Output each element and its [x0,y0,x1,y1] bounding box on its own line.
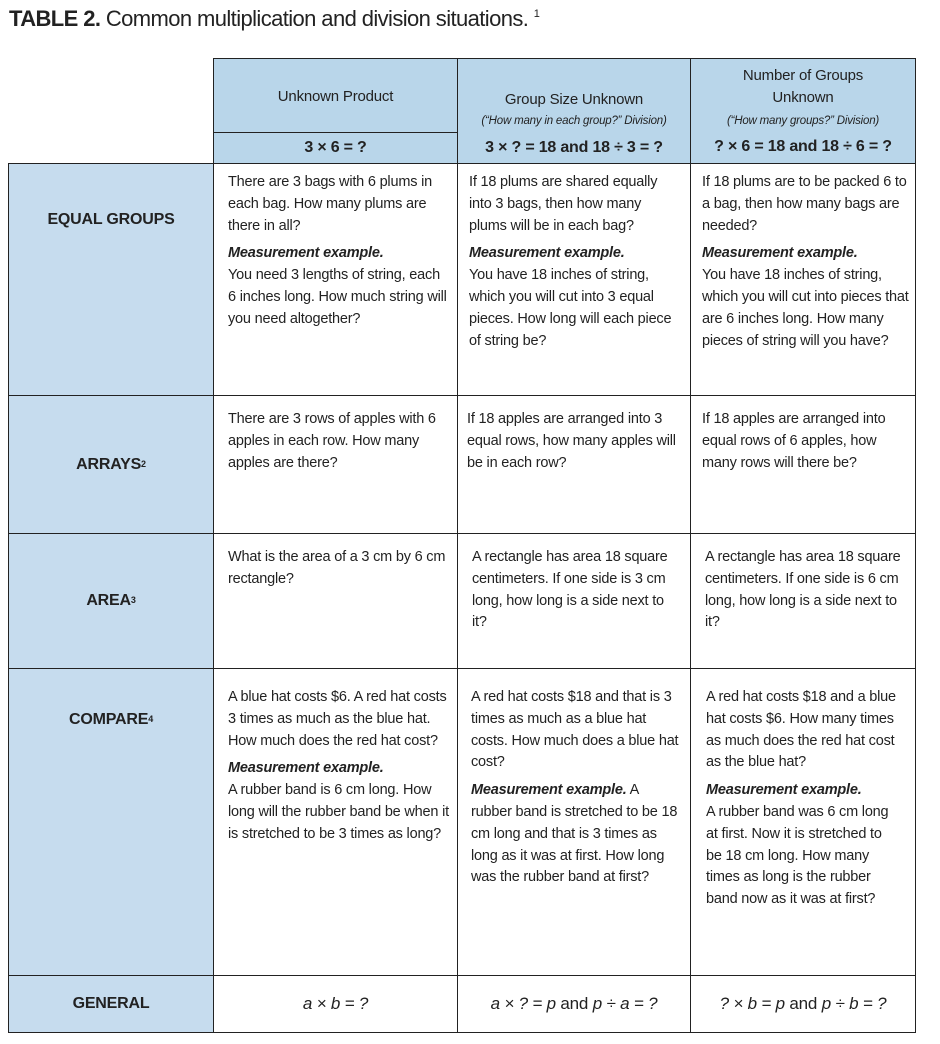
label-text: COMPARE [68,711,149,728]
label-text: GENERAL [72,995,150,1013]
header-title: Number of Groups Unknown [742,67,864,106]
cell-compare-product [213,668,458,976]
header-unknown-product [213,58,458,133]
equation-text: 3 × 6 = ? [304,139,367,156]
measurement-label: Measurement example. [706,782,862,799]
cell-text: A rubber band is 6 cm long. How long will the rubber band be when it is stretched to be 3 times as long? [228,782,449,842]
equation-text: 3 × ? = 18 and 18 ÷ 3 = ? [485,138,663,156]
measurement-label: Measurement example. [471,782,627,799]
cell-text: You have 18 inches of string, which you will cut into 3 equal pieces. How long will each piece of string be? [469,267,672,349]
cell-area-product [213,533,458,669]
cell-text: A rubber band was 6 cm long at first. Now it is stretched to be 18 cm long. How many times as long is the rubber band now as it was at first? [706,803,889,908]
formula-and: and [560,994,589,1014]
measurement-label: Measurement example. [469,245,625,262]
cell-general-product [213,975,458,1033]
cell-text: What is the area of a 3 cm by 6 cm rectangle? [228,549,446,587]
cell-text: If 18 plums are to be packed 6 to a bag, then how many bags are needed? [702,174,907,234]
cell-area-number-groups [690,533,916,669]
header-equation [213,132,458,164]
cell-compare-number-groups [690,668,916,976]
table-title [9,6,539,32]
footnote-mark: 3 [130,595,136,606]
row-label-area [8,533,214,669]
cell-equal-groups-product [213,163,458,396]
cell-text: There are 3 bags with 6 plums in each bag. How many plums are there in all? [228,174,432,234]
header-title: Unknown Product [277,88,394,105]
title-label: TABLE 2. [9,6,101,31]
cell-compare-group-size [457,668,691,976]
formula: ? × b = p [719,994,785,1014]
equation-text: ? × 6 = 18 and 18 ÷ 6 = ? [714,138,892,156]
footnote-mark: 4 [148,714,153,724]
label-text: AREA [86,592,131,610]
cell-text: A rectangle has area 18 square centimeters. If one side is 6 cm long, how long is a side next to it? [705,549,901,631]
label-text: ARRAYS [76,455,142,473]
measurement-label: Measurement example. [702,245,858,262]
cell-arrays-number-groups [690,395,916,534]
formula-and: and [789,994,818,1014]
cell-arrays-group-size [457,395,691,534]
cell-equal-groups-group-size [457,163,691,396]
cell-arrays-product [213,395,458,534]
header-group-size-unknown [457,58,691,164]
cell-text: You have 18 inches of string, which you will cut into pieces that are 6 inches long. How many pieces of string will you have? [702,267,909,349]
footnote-mark: 1 [533,8,540,20]
row-label-general [8,975,214,1033]
cell-text: A red hat costs $18 and a blue hat costs $6. How many times as much does the red hat cost as the blue hat? [706,689,896,771]
footnote-mark: 2 [141,458,146,469]
row-label-arrays [8,395,214,534]
measurement-label: Measurement example. [228,245,384,262]
cell-area-group-size [457,533,691,669]
cell-text: A rubber band is stretched to be 18 cm long and that is 3 times as long as it was at first. How long was the rubber band at first? [471,782,678,886]
header-subtitle: (“How many groups?” Division) [726,114,880,127]
cell-text: You need 3 lengths of string, each 6 inches long. How much string will you need altogether? [228,267,447,327]
label-text: EQUAL GROUPS [47,211,175,228]
cell-text: A blue hat costs $6. A red hat costs 3 times as much as the blue hat. How much does the red hat cost? [228,689,447,749]
header-number-groups-unknown [690,58,916,164]
cell-text: A rectangle has area 18 square centimeters. If one side is 3 cm long, how long is a side next to it? [472,549,668,631]
cell-general-group-size [457,975,691,1033]
row-label-equal-groups [8,163,214,396]
cell-equal-groups-number-groups [690,163,916,396]
header-subtitle: (“How many in each group?” Division) [481,114,667,127]
row-label-compare [8,668,214,976]
formula: p ÷ b = ? [821,994,887,1014]
title-text: Common multiplication and division situations. [105,6,529,31]
cell-text: If 18 apples are arranged into 3 equal rows, how many apples will be in each row? [467,411,676,471]
cell-text: If 18 plums are shared equally into 3 bags, then how many plums will be in each bag? [469,174,658,234]
cell-general-number-groups [690,975,916,1033]
formula: a × b = ? [302,994,369,1014]
cell-text: There are 3 rows of apples with 6 apples in each row. How many apples are there? [228,411,436,471]
formula: p ÷ a = ? [592,994,658,1014]
cell-text: A red hat costs $18 and that is 3 times as much as a blue hat costs. How much does a blue hat cost? [471,689,679,771]
cell-text: If 18 apples are arranged into equal rows of 6 apples, how many rows will there be? [702,411,886,471]
formula: a × ? = p [490,994,556,1014]
measurement-label: Measurement example. [228,760,384,777]
header-title: Group Size Unknown [504,91,644,108]
